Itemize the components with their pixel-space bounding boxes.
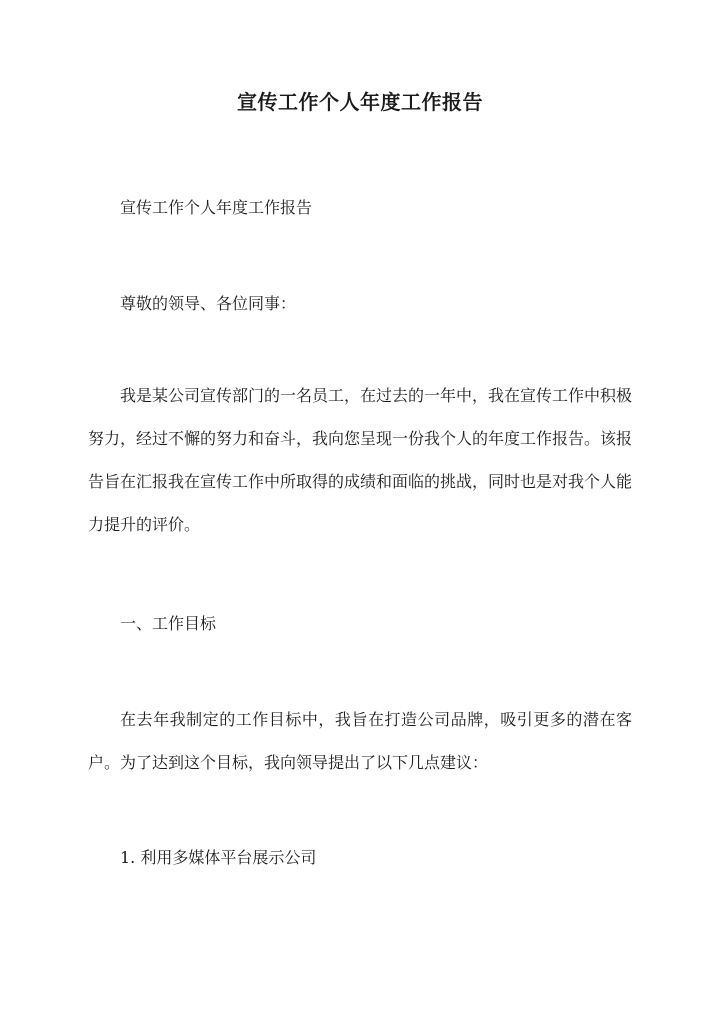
greeting-paragraph: 尊敬的领导、各位同事： xyxy=(120,294,297,313)
goals-paragraph: 在去年我制定的工作目标中，我旨在打造公司品牌，吸引更多的潜在客户。为了达到这个目标，我向领导提出了以下几点建议： xyxy=(88,710,632,772)
subtitle-paragraph: 宣传工作个人年度工作报告 xyxy=(120,198,313,217)
document-title: 宣传工作个人年度工作报告 xyxy=(237,90,483,114)
intro-paragraph: 我是某公司宣传部门的一名员工，在过去的一年中，我在宣传工作中积极努力，经过不懈的努力和奋斗，我向您呈现一份我个人的年度工作报告。该报告旨在汇报我在宣传工作中所取得的成绩和面临的挑战，同时也是对我个人能力提升的评价。 xyxy=(88,386,633,534)
list-item-1: 1. 利用多媒体平台展示公司 xyxy=(120,848,317,867)
section-heading-goals: 一、工作目标 xyxy=(120,614,217,633)
